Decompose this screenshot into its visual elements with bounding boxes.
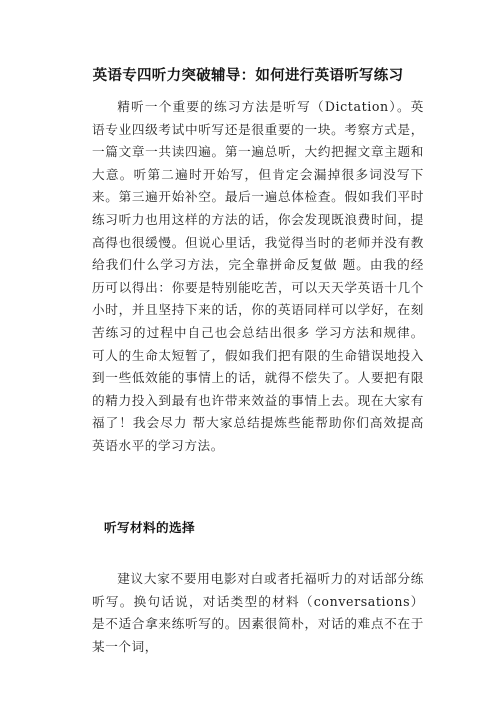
intro-paragraph: 精听一个重要的练习方法是听写（Dictation）。英语专业四级考试中听写还是很重要的一块。考察方式是，一篇文章一共读四遍。第一遍总听，大约把握文章主题和大意。听第二遍时开始写，但肯定会漏掉很多词没写下来。第三遍开始补空。最后一遍总体检查。假如我们平时练习听力也用这样的方法的话，你会发现既浪费时间，提高得也很缓慢。但说心里话，我觉得当时的老师并没有教给我们什么学习方法，完全靠拼命反复做 题。由我的经历可以得出：你要是特别能吃苦，可以天天学英语十几个小时，并且坚持下来的话，你的英语同样可以学好，在刻苦练习的过程中自己也会总结出很多 学习方法和规律。可人的生命太短暂了，假如我们把有限的生命错误地投入到一些低效能的事情上的话，就得不偿失了。人要把有限的精力投入到最有也许带来效益的事情上去。现在大家有福了！我会尽力 帮大家总结提炼些能帮助你们高效提高英语水平的学习方法。 [92, 99, 424, 453]
section-heading: 听写材料的选择 [104, 520, 195, 535]
document-title: 英语专四听力突破辅导：如何进行英语听写练习 [92, 68, 404, 84]
section-paragraph: 建议大家不要用电影对白或者托福听力的对话部分练听写。换句话说，对话类型的材料（conversations）是不适合拿来练听写的。因素很简朴，对话的难点不在于某一个词， [92, 571, 424, 654]
